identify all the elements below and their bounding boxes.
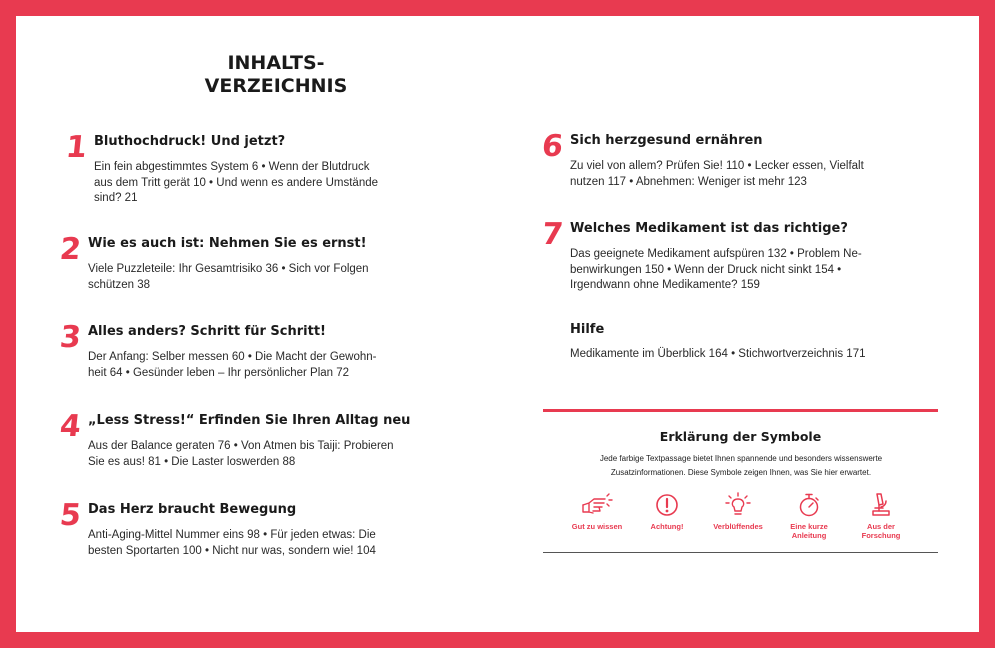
exclamation-icon (650, 492, 684, 518)
pointing-hand-icon (580, 492, 614, 518)
chapter-contents (88, 528, 376, 559)
page-title-line1: INHALTS- (227, 52, 325, 74)
chapter-contents (88, 439, 394, 470)
stopwatch-icon (792, 492, 826, 518)
symbol-aus-der-forschung (846, 492, 916, 540)
help-heading[interactable]: Hilfe (570, 322, 605, 337)
chapter-number: 6 (540, 129, 565, 164)
chapter-contents-line: Viele Puzzleteile: Ihr Gesamtrisiko 36 • Sich vor Folgen (88, 263, 369, 275)
symbol-label-line: Gut zu wissen (571, 522, 623, 531)
chapter-contents-line: besten Sportarten 100 • Nicht nur was, sondern wie! 104 (88, 544, 376, 557)
symbol-label (562, 522, 632, 531)
chapter-number: 7 (540, 217, 565, 252)
symbol-label (846, 522, 916, 540)
chapter-number: 5 (58, 498, 83, 533)
symbols-box-description (576, 452, 906, 480)
chapter-contents-line: Zu viel von allem? Prüfen Sie! 110 • Lecker essen, Vielfalt (570, 160, 864, 172)
chapter-number: 1 (64, 130, 89, 165)
symbols-box-title: Erklärung der Symbole (659, 429, 822, 444)
chapter-heading[interactable]: Bluthochdruck! Und jetzt? (94, 134, 286, 149)
chapter-contents-line: Ein fein abgestimmtes System 6 • Wenn der Blutdruck (94, 161, 370, 173)
symbol-label (774, 522, 844, 540)
chapter-contents-line: schützen 38 (88, 278, 151, 291)
chapter-number: 4 (58, 409, 83, 444)
chapter-contents-line: Das geeignete Medikament aufspüren 132 • Problem Ne- (570, 248, 862, 260)
chapter-contents (94, 160, 378, 207)
chapter-heading[interactable]: Welches Medikament ist das richtige? (570, 221, 848, 236)
chapter-heading[interactable]: Sich herzgesund ernähren (570, 133, 763, 148)
chapter-heading[interactable]: Alles anders? Schritt für Schritt! (88, 324, 326, 339)
chapter-number: 3 (58, 320, 83, 355)
chapter-contents-line: heit 64 • Gesünder leben – Ihr persönlicher Plan 72 (88, 366, 350, 379)
chapter-contents (570, 159, 864, 190)
chapter-contents-line: Irgendwann ohne Medikamente? 159 (570, 279, 760, 291)
chapter-contents-line: sind? 21 (94, 192, 138, 204)
symbol-label-line: Verblüffendes (713, 522, 763, 531)
symbols-box-bottom-rule (543, 552, 938, 553)
chapter-contents (570, 247, 862, 294)
chapter-contents-line: benwirkungen 150 • Wenn der Druck nicht sinkt 154 • (570, 263, 842, 276)
chapter-contents-line: Sie es aus! 81 • Die Laster loswerden 88 (88, 455, 296, 468)
symbol-achtung (632, 492, 702, 531)
microscope-icon (864, 492, 898, 518)
chapter-heading[interactable]: Das Herz braucht Bewegung (88, 502, 297, 517)
chapter-contents-line: Der Anfang: Selber messen 60 • Die Macht der Gewohn- (88, 351, 377, 363)
symbol-gut-zu-wissen (562, 492, 632, 531)
lightbulb-icon (721, 492, 755, 518)
chapter-contents-line: aus dem Tritt gerät 10 • Und wenn es andere Umstände (94, 176, 379, 189)
chapter-heading[interactable]: Wie es auch ist: Nehmen Sie es ernst! (88, 236, 367, 251)
chapter-contents-line: Anti-Aging-Mittel Nummer eins 98 • Für jeden etwas: Die (88, 529, 376, 541)
page-title-line2: VERZEICHNIS (204, 75, 348, 97)
symbol-eine-kurze-anleitung (774, 492, 844, 540)
symbol-label (632, 522, 702, 531)
symbol-label-line: Aus der (867, 522, 895, 531)
symbols-box-description-line: Zusatzinformationen. Diese Symbole zeigen Ihnen, was Sie hier erwartet. (610, 468, 872, 477)
symbol-label (703, 522, 773, 531)
chapter-heading[interactable]: „Less Stress!“ Erfinden Sie Ihren Alltag neu (88, 413, 411, 428)
symbol-label-line: Achtung! (650, 522, 684, 531)
chapter-contents-line: nutzen 117 • Abnehmen: Weniger ist mehr 123 (570, 175, 807, 188)
symbol-label-line: Anleitung (791, 531, 827, 540)
page-title (186, 52, 366, 98)
symbol-label-line: Eine kurze (790, 522, 828, 531)
chapter-contents (88, 262, 369, 293)
chapter-contents (88, 350, 376, 381)
help-contents: Medikamente im Überblick 164 • Stichwortverzeichnis 171 (570, 348, 866, 360)
page (16, 16, 979, 632)
symbol-label-line: Forschung (861, 531, 901, 540)
symbols-box-top-rule (543, 409, 938, 412)
symbol-verblueffendes (703, 492, 773, 531)
chapter-number: 2 (58, 232, 83, 267)
symbols-box-description-line: Jede farbige Textpassage bietet Ihnen spannende und besonders wissenswerte (599, 454, 883, 463)
chapter-contents-line: Aus der Balance geraten 76 • Von Atmen bis Taiji: Probieren (88, 440, 394, 452)
